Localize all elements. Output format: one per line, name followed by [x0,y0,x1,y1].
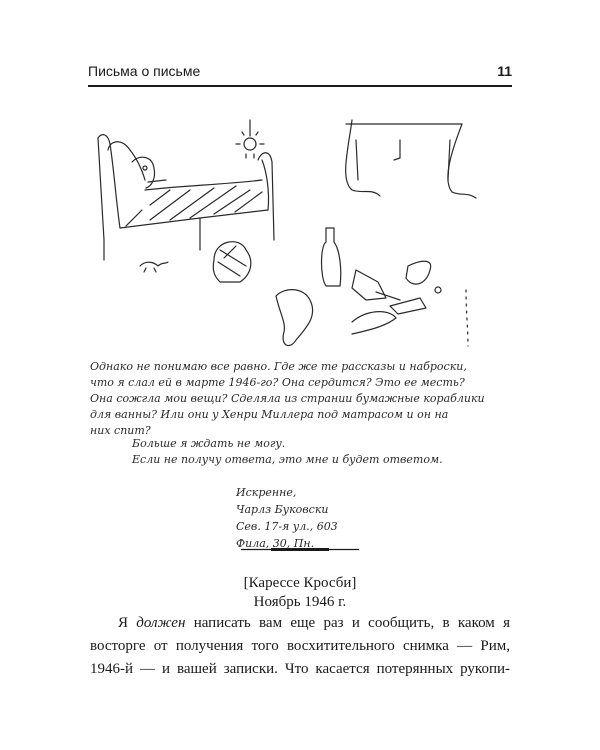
handwritten-line: Больше я ждать не могу. [132,437,286,450]
ceiling-lamp-drawing [236,120,264,158]
handwritten-line: Если не получу ответа, это мне и будет ответом. [132,453,443,466]
window-curtains-drawing [346,120,476,198]
page-number: 11 [497,63,512,79]
body-line: восторге от получения того восхитительного снимка — Рим, [90,638,510,654]
header-rule [88,85,512,87]
handwritten-line: для ванны? Или они у Хенри Миллера под матрасом и он на [90,408,449,421]
letter-date: Ноябрь 1946 г. [253,594,347,610]
signature-name: Чарлз Буковски [236,503,329,516]
signature-closing: Искренне, [236,486,297,499]
handwritten-line: Она сожгла мои вещи? Сделяла из странии бумажные кораблики [90,392,485,405]
rat-drawing [140,262,168,272]
handwritten-paragraph-2 [132,436,502,468]
letter-body [90,612,510,681]
bed-drawing [98,135,274,260]
body-line: Я должен написать вам еще раз и сообщить, в каком я [118,615,510,631]
body-line: 1946-й — и вашей записки. Что касается потерянных рукопи- [90,661,510,677]
section-divider [241,547,359,552]
running-title: Письма о письме [88,63,201,79]
handwritten-line: что я слал ей в марте 1946-го? Она сердится? Это ее месть? [90,376,465,389]
clothes-drawing [276,290,396,346]
emphasis: должен [136,615,186,631]
pot-drawing [213,242,251,282]
handwritten-paragraph [90,359,500,439]
bottles-drawing [322,228,442,314]
handwritten-line: них спит? [90,424,151,437]
hand-drawn-sketch [90,110,490,350]
running-head [88,63,512,83]
handwritten-line: Однако не понимаю все равно. Где же те рассказы и наброски, [90,360,467,373]
handwritten-signature [236,484,338,552]
signature-address: Сев. 17-я ул., 603 [236,520,338,533]
signature-city: Фила, 30, Пн. [236,537,315,550]
letter-recipient: [Карессе Кросби] [243,575,357,591]
